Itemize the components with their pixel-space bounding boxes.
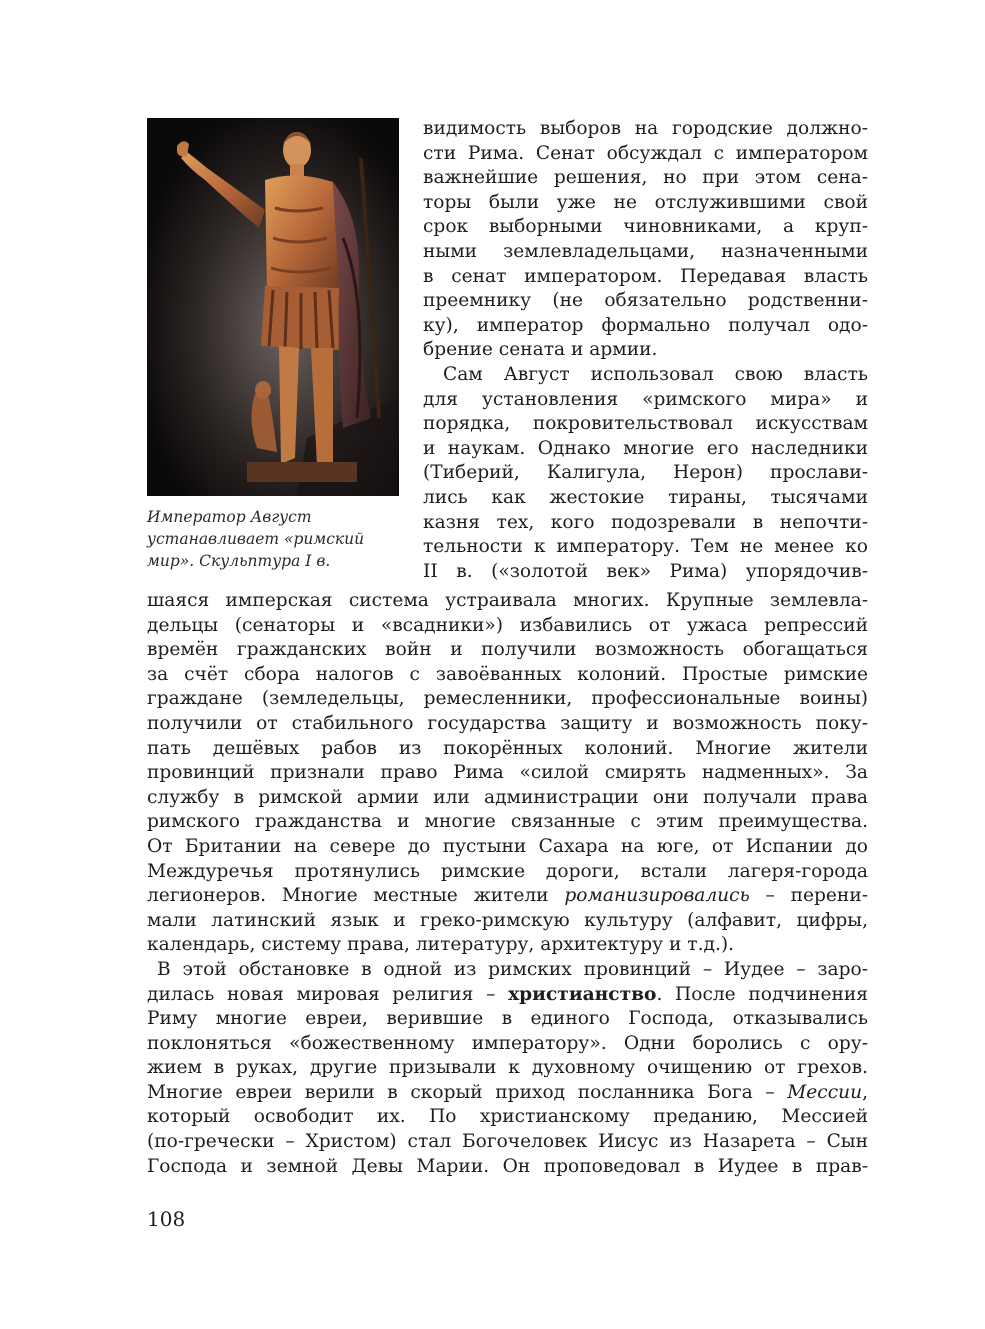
text-line: сти Рима. Сенат обсуждал с императором (423, 142, 868, 164)
caption-line: мир». Скульптура I в. (147, 552, 331, 570)
text-line: казня тех, кого подозревали в непочти- (423, 511, 868, 533)
text-line: Сам Август использовал свою власть (443, 363, 868, 385)
text-line: за счёт сбора налогов с завоёванных колоний. Простые римские (147, 663, 868, 685)
right-column-text (423, 117, 868, 584)
augustus-statue-image (147, 118, 399, 496)
text-line: От Британии на севере до пустыни Сахара на юге, от Испании до (147, 835, 868, 857)
text-line: Многие евреи верили в скорый приход посланника Бога – Мессии, (147, 1081, 868, 1103)
text-line: провинций признали право Рима «силой смирять надменных». За (147, 762, 868, 784)
caption-line: Император Август (147, 508, 312, 526)
text-line: календарь, систему права, литературу, архитектуру и т.д.). (147, 934, 735, 956)
text-line: брение сената и армии. (423, 339, 658, 361)
italic-term: романизировались (564, 885, 750, 907)
italic-term: Мессии (787, 1081, 863, 1103)
text-line: жием в руках, другие призывали к духовному очищению от грехов. (147, 1057, 868, 1079)
text-line: ными землевладельцами, назначенными (423, 240, 868, 262)
caption-line: устанавливает «римский (147, 530, 365, 548)
text-line: дельцы (сенаторы и «всадники») избавились от ужаса репрессий (147, 614, 868, 636)
text-line: который освободит их. По христианскому преданию, Мессией (147, 1106, 868, 1128)
text-line: легионеров. Многие местные жители романизировались – перени- (147, 885, 868, 907)
text-line: важнейшие решения, но при этом сена- (423, 167, 868, 189)
page-number: 108 (147, 1207, 186, 1231)
text-line: и наукам. Однако многие его наследники (423, 437, 868, 459)
text-line: поклоняться «божественному императору». Одни боролись с ору- (147, 1032, 868, 1054)
text-line: Риму многие евреи, верившие в единого Господа, отказывались (147, 1008, 868, 1030)
text-line: шаяся имперская система устраивала многих. Крупные землевла- (147, 590, 868, 611)
text-line: службу в римской армии или администрации они получали права (147, 786, 868, 808)
text-line: (по-гречески – Христом) стал Богочеловек Иисус из Назарета – Сын (147, 1131, 868, 1153)
text-line: (Тиберий, Калигула, Нерон) прослави- (423, 462, 868, 484)
text-line: получили от стабильного государства защиту и возможность поку- (147, 712, 868, 734)
text-line: преемнику (не обязательно родственни- (423, 290, 868, 312)
text-line: в сенат императором. Передавая власть (423, 265, 868, 287)
text-line: срок выборными чиновниками, а круп- (423, 216, 868, 238)
text-line: римского гражданства и многие связанные с этим преимущества. (147, 811, 868, 833)
text-line: В этой обстановке в одной из римских провинций – Иудее – заро- (157, 958, 868, 980)
text-line: лись как жестокие тираны, тысячами (423, 486, 868, 508)
text-line: видимость выборов на городские должно- (423, 118, 868, 139)
text-line: Междуречья протянулись римские дороги, встали лагеря-города (147, 860, 868, 882)
statue-photo (147, 118, 399, 496)
text-line: мали латинский язык и греко-римскую культуру (алфавит, цифры, (147, 909, 868, 931)
text-line: II в. («золотой век» Рима) упорядочив- (423, 560, 868, 582)
figure-caption (147, 506, 407, 572)
text-line: дилась новая мировая религия – христианство. После подчинения (147, 983, 868, 1005)
full-width-text (147, 589, 868, 1179)
text-line: пать дешёвых рабов из покорённых колоний. Многие жители (147, 737, 868, 759)
text-line: для установления «римского мира» и (423, 388, 868, 410)
text-line: тельности к императору. Тем не менее ко (423, 536, 868, 558)
text-line: торы были уже не отслужившими свой (423, 191, 868, 213)
bold-term: христианство (508, 983, 657, 1005)
text-line: порядка, покровительствовал искусствам (423, 413, 868, 435)
text-line: времён гражданских войн и получили возможность обогащаться (147, 639, 868, 661)
text-line: Господа и земной Девы Марии. Он проповедовал в Иудее в прав- (147, 1155, 868, 1177)
text-line: граждане (земледельцы, ремесленники, профессиональные воины) (147, 688, 868, 710)
text-line: ку), император формально получал одо- (423, 314, 868, 336)
